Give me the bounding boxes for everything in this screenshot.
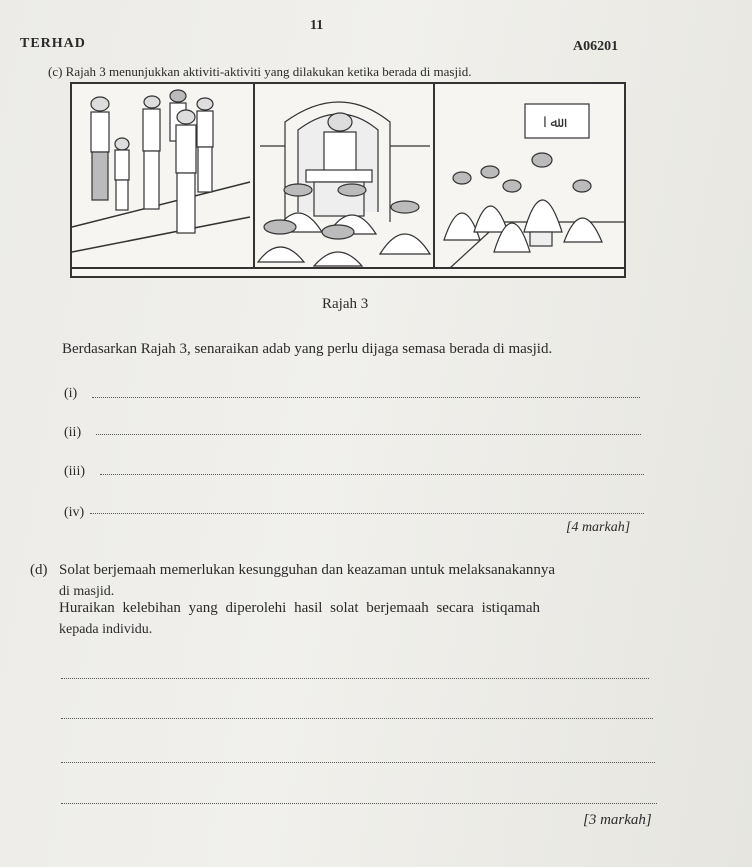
- question-d-label: (d): [30, 562, 48, 578]
- question-d-line-3: Huraikan kelebihan yang diperolehi hasil solat berjemaah secara istiqamah: [59, 600, 540, 616]
- answer-line-iv[interactable]: [90, 513, 644, 514]
- question-d-line-2: di masjid.: [59, 584, 115, 599]
- item-label-ii: (ii): [64, 425, 82, 440]
- answer-line-ii[interactable]: [96, 434, 641, 435]
- answer-line-iii[interactable]: [100, 474, 644, 475]
- figure-caption: Rajah 3: [322, 296, 369, 312]
- item-label-i: (i): [64, 386, 78, 401]
- answer-line-d-3[interactable]: [61, 762, 655, 763]
- question-d-line-4: kepada individu.: [59, 622, 153, 637]
- item-label-iv: (iv): [64, 505, 85, 520]
- answer-line-i[interactable]: [92, 397, 640, 398]
- answer-line-d-4[interactable]: [61, 803, 657, 804]
- paper-code: A06201: [573, 39, 619, 54]
- figure-rajah-3: [70, 82, 626, 278]
- question-c-stem: (c) Rajah 3 menunjukkan aktiviti-aktiviti yang dilakukan ketika berada di masjid.: [48, 64, 472, 79]
- question-d-line-1: Solat berjemaah memerlukan kesungguhan dan keazaman untuk melaksanakannya: [59, 562, 556, 578]
- question-c-instruction: Berdasarkan Rajah 3, senaraikan adab yang perlu dijaga semasa berada di masjid.: [62, 341, 553, 357]
- restricted-label: TERHAD: [20, 36, 86, 51]
- answer-line-d-1[interactable]: [61, 678, 649, 679]
- figure-sign-text: ﷲ ا: [543, 116, 559, 131]
- question-c-marks: [4 markah]: [566, 520, 631, 535]
- answer-line-d-2[interactable]: [61, 718, 653, 719]
- item-label-iii: (iii): [64, 464, 85, 479]
- question-d-marks: [3 markah]: [583, 812, 652, 828]
- page-number: 11: [310, 18, 324, 33]
